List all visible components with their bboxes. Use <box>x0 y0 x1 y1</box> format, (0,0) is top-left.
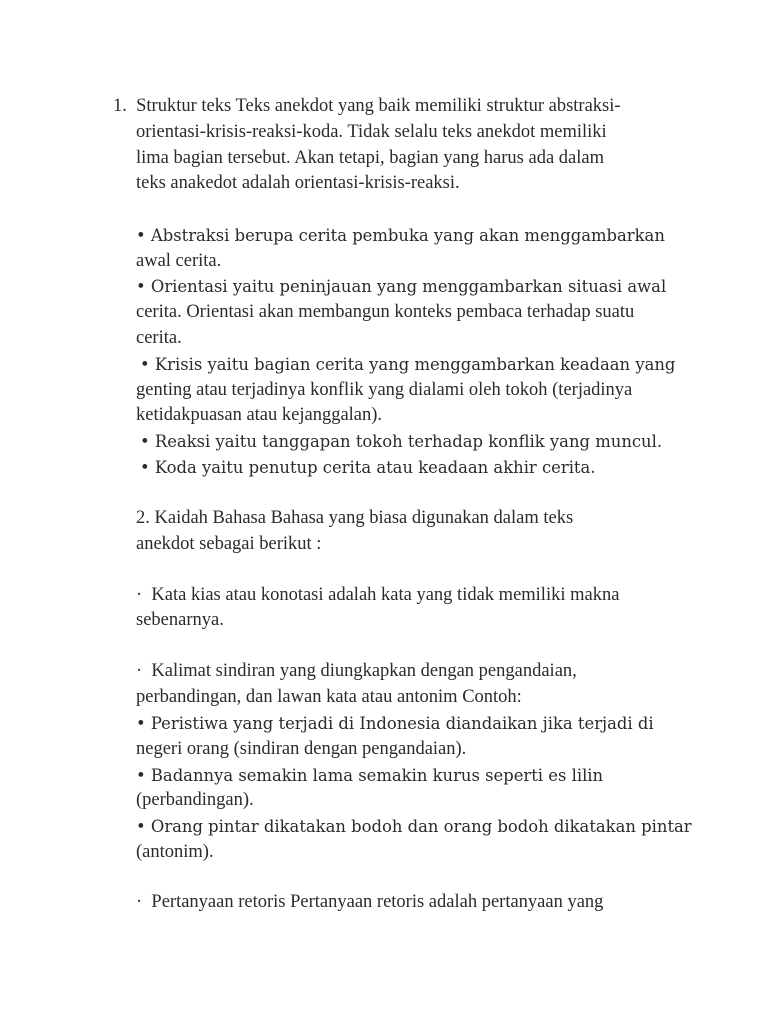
text-line: awal cerita. <box>136 251 222 271</box>
text-line: · Kata kias atau konotasi adalah kata yang tidak memiliki makna <box>136 585 620 605</box>
text-line: negeri orang (sindiran dengan pengandaian). <box>136 739 467 759</box>
text-line: · Pertanyaan retoris Pertanyaan retoris adalah pertanyaan yang <box>136 892 604 912</box>
text-line: • Krisis yaitu bagian cerita yang menggambarkan keadaan yang <box>140 355 676 374</box>
text-line: genting atau terjadinya konflik yang dialami oleh tokoh (terjadinya <box>136 380 633 400</box>
text-line: • Peristiwa yang terjadi di Indonesia diandaikan jika terjadi di <box>136 714 654 733</box>
text-line: cerita. <box>136 328 182 348</box>
text-line: 2. Kaidah Bahasa Bahasa yang biasa digunakan dalam teks <box>136 508 574 528</box>
text-line: (antonim). <box>136 842 214 862</box>
text-line: anekdot sebagai berikut : <box>136 534 322 554</box>
text-line: • Koda yaitu penutup cerita atau keadaan akhir cerita. <box>140 458 596 477</box>
text-line: • Orientasi yaitu peninjauan yang menggambarkan situasi awal <box>136 277 667 296</box>
text-line: cerita. Orientasi akan membangun konteks pembaca terhadap suatu <box>136 302 635 322</box>
text-line: perbandingan, dan lawan kata atau antonim Contoh: <box>136 687 522 707</box>
text-line: • Abstraksi berupa cerita pembuka yang akan menggambarkan <box>136 226 665 245</box>
text-line: sebenarnya. <box>136 610 224 630</box>
text-line: • Badannya semakin lama semakin kurus seperti es lilin <box>136 766 604 785</box>
text-line: orientasi-krisis-reaksi-koda. Tidak selalu teks anekdot memiliki <box>136 122 607 142</box>
text-line: • Reaksi yaitu tanggapan tokoh terhadap konflik yang muncul. <box>140 432 663 451</box>
text-line: • Orang pintar dikatakan bodoh dan orang bodoh dikatakan pintar <box>136 817 692 836</box>
text-line: 1. Struktur teks Teks anekdot yang baik memiliki struktur abstraksi- <box>113 96 621 116</box>
text-line: teks anakedot adalah orientasi-krisis-reaksi. <box>136 173 460 193</box>
text-line: ketidakpuasan atau kejanggalan). <box>136 405 383 425</box>
text-line: (perbandingan). <box>136 790 254 810</box>
text-line: lima bagian tersebut. Akan tetapi, bagian yang harus ada dalam <box>136 148 604 168</box>
text-line: · Kalimat sindiran yang diungkapkan dengan pengandaian, <box>136 661 577 681</box>
